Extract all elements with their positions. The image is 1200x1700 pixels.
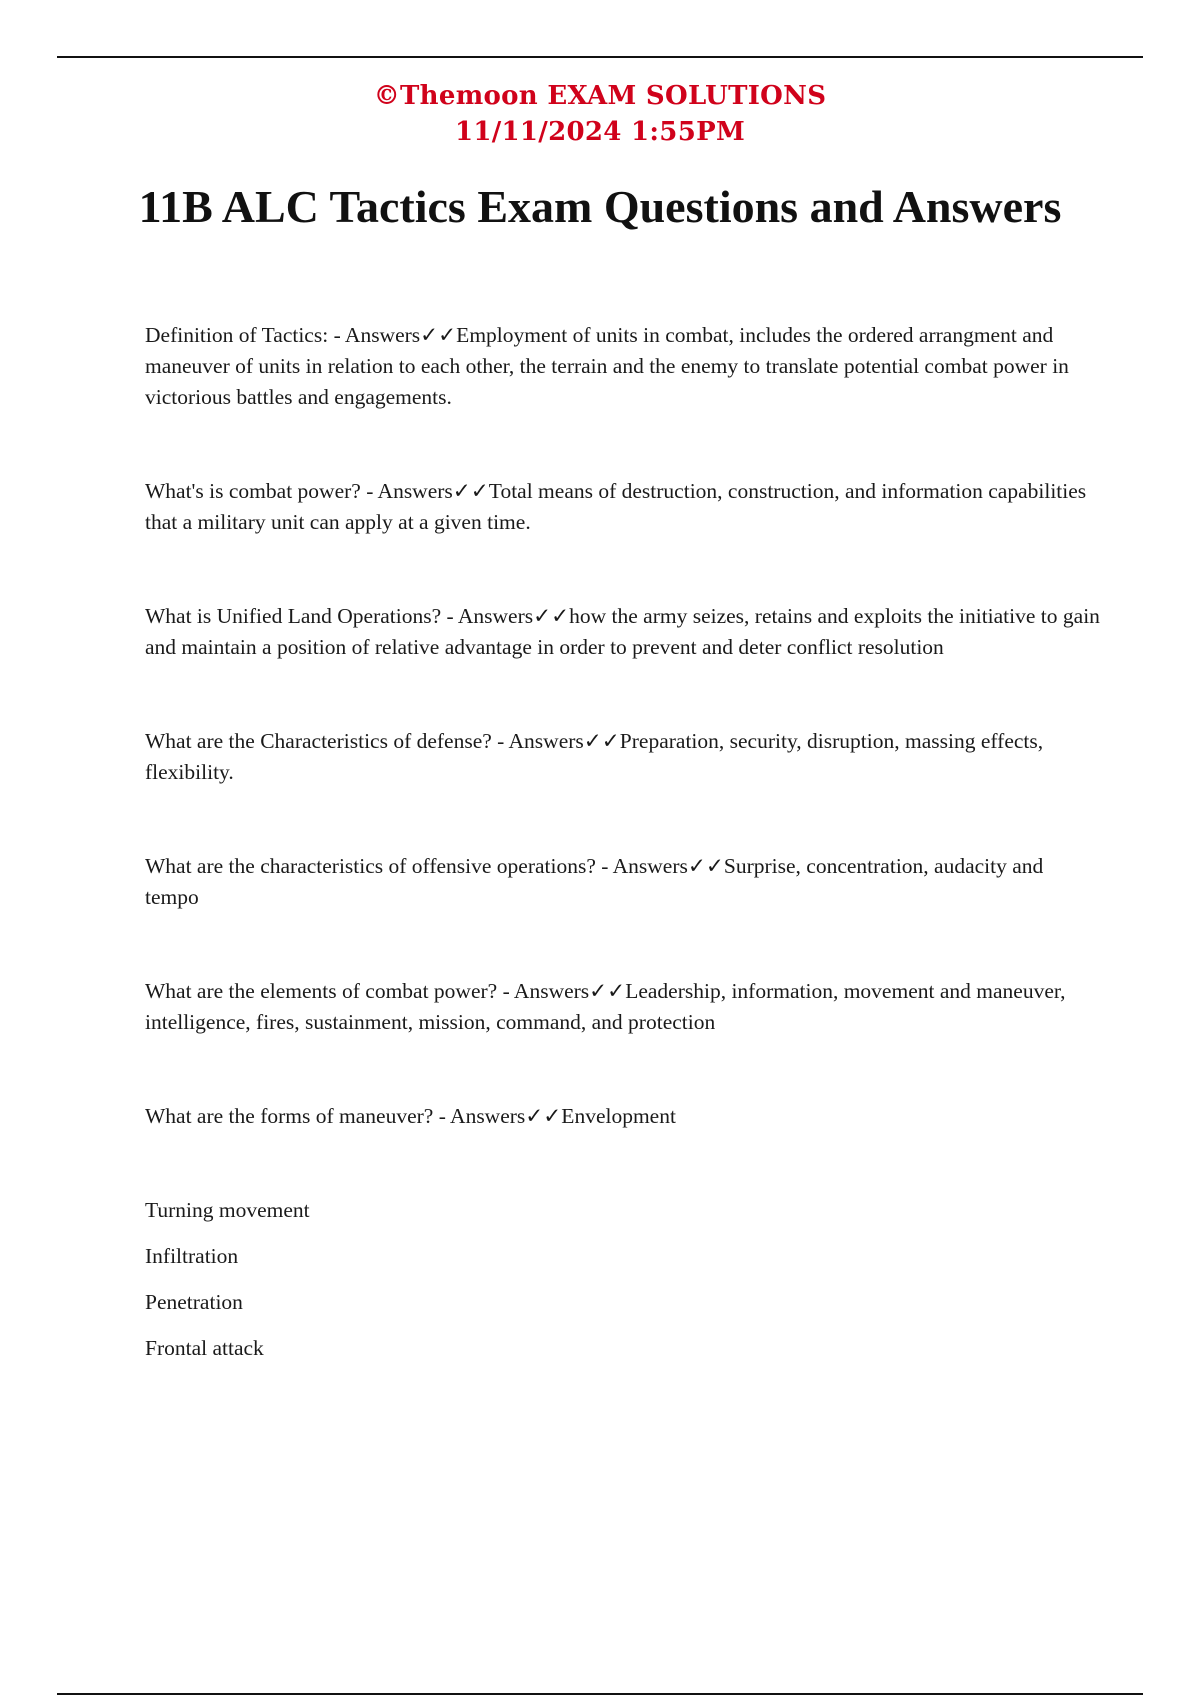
qa-item: What's is combat power? - Answers✓✓Total means of destruction, construction, and information capabilities that a military unit can apply at a given time. [145,479,1087,534]
maneuver-list-item: Frontal attack [145,1336,264,1360]
bottom-rule [57,1693,1143,1695]
top-rule [57,56,1143,58]
qa-item: What are the Characteristics of defense? - Answers✓✓Preparation, security, disruption, massing effects, flexibility. [145,729,1044,784]
page-title: 11B ALC Tactics Exam Questions and Answers [138,181,1062,232]
qa-item: What are the forms of maneuver? - Answers✓✓Envelopment [145,1104,676,1128]
qa-item: What is Unified Land Operations? - Answers✓✓how the army seizes, retains and exploits the initiative to gain and maintain a position of relative advantage in order to prevent and deter conflict resolution [145,604,1100,659]
qa-content [145,320,1100,1379]
header-brand: ©Themoon EXAM SOLUTIONS [373,81,827,111]
header-timestamp: 11/11/2024 1:55PM [454,117,746,147]
qa-item: What are the characteristics of offensive operations? - Answers✓✓Surprise, concentration, audacity and tempo [145,854,1044,909]
maneuver-list-item: Penetration [145,1290,243,1314]
maneuver-list-item: Turning movement [145,1198,310,1222]
qa-item: Definition of Tactics: - Answers✓✓Employment of units in combat, includes the ordered arrangment and maneuver of units in relation to each other, the terrain and the enemy to translate potential combat power in victorious battles and engagements. [145,323,1069,409]
qa-item: What are the elements of combat power? - Answers✓✓Leadership, information, movement and maneuver, intelligence, fires, sustainment, mission, command, and protection [145,979,1066,1034]
watermark-header [0,78,1200,150]
maneuver-list-item: Infiltration [145,1244,239,1268]
